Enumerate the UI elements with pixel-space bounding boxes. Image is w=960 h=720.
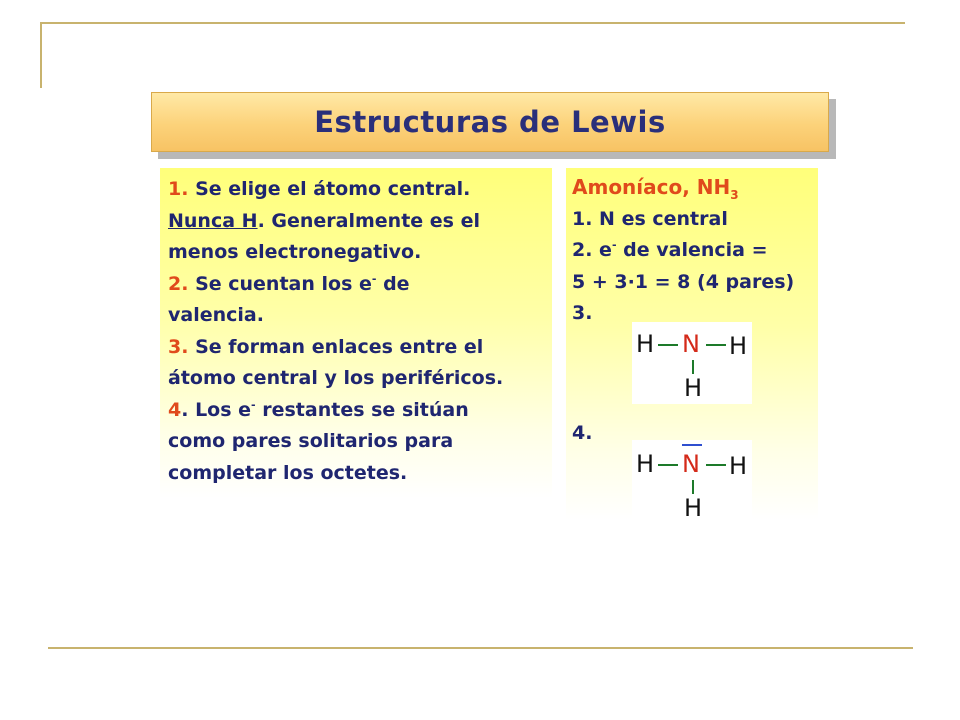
example-item-2: 2. e- de valencia = [572,238,768,261]
nitrogen-atom: N [682,330,700,358]
step-1-line-2: Nunca H. Generalmente es el [168,209,480,232]
step-2-line-1: 2. Se cuentan los e- de [168,272,410,295]
frame-left-line [40,22,42,88]
nitrogen-atom: N [682,450,700,478]
example-item-1: 1. N es central [572,207,728,230]
step-3-line-1: 3. Se forman enlaces entre el [168,335,484,358]
frame-bottom-line [48,647,913,649]
example-text [572,172,817,330]
bond-left [658,464,678,466]
example-item-3: 3. [572,302,593,324]
step-1-line-3: menos electronegativo. [168,241,422,263]
bond-left [658,344,678,346]
step-4-line-1: 4. Los e- restantes se sitúan [168,398,469,421]
step-4-line-2: como pares solitarios para [168,430,454,452]
hydrogen-atom-bottom: H [684,374,703,402]
example-item-2-line-2: 5 + 3·1 = 8 (4 pares) [572,270,795,293]
example-item-4: 4. [572,422,593,444]
hydrogen-atom-bottom: H [684,494,703,522]
bond-down [692,480,694,494]
title-banner [151,92,829,152]
lewis-structure-bonds [632,322,752,404]
example-title: Amoníaco, $NH_3$ [572,175,739,202]
slide-title: Estructuras de Lewis [314,105,666,139]
hydrogen-atom-left: H [636,330,655,358]
lone-pair-mark [682,444,702,446]
step-1-line-1: 1. Se elige el átomo central. [168,178,471,200]
bond-right [706,344,726,346]
lewis-structure-complete [632,440,752,522]
step-3-line-2: átomo central y los periféricos. [168,367,504,389]
steps-text [168,174,553,489]
bond-down [692,360,694,374]
bond-right [706,464,726,466]
hydrogen-atom-left: H [636,450,655,478]
step-2-line-2: valencia. [168,304,264,326]
hydrogen-atom-right: H [729,452,748,480]
step-4-line-3: completar los octetes. [168,461,408,484]
hydrogen-atom-right: H [729,332,748,360]
frame-top-line [40,22,905,24]
